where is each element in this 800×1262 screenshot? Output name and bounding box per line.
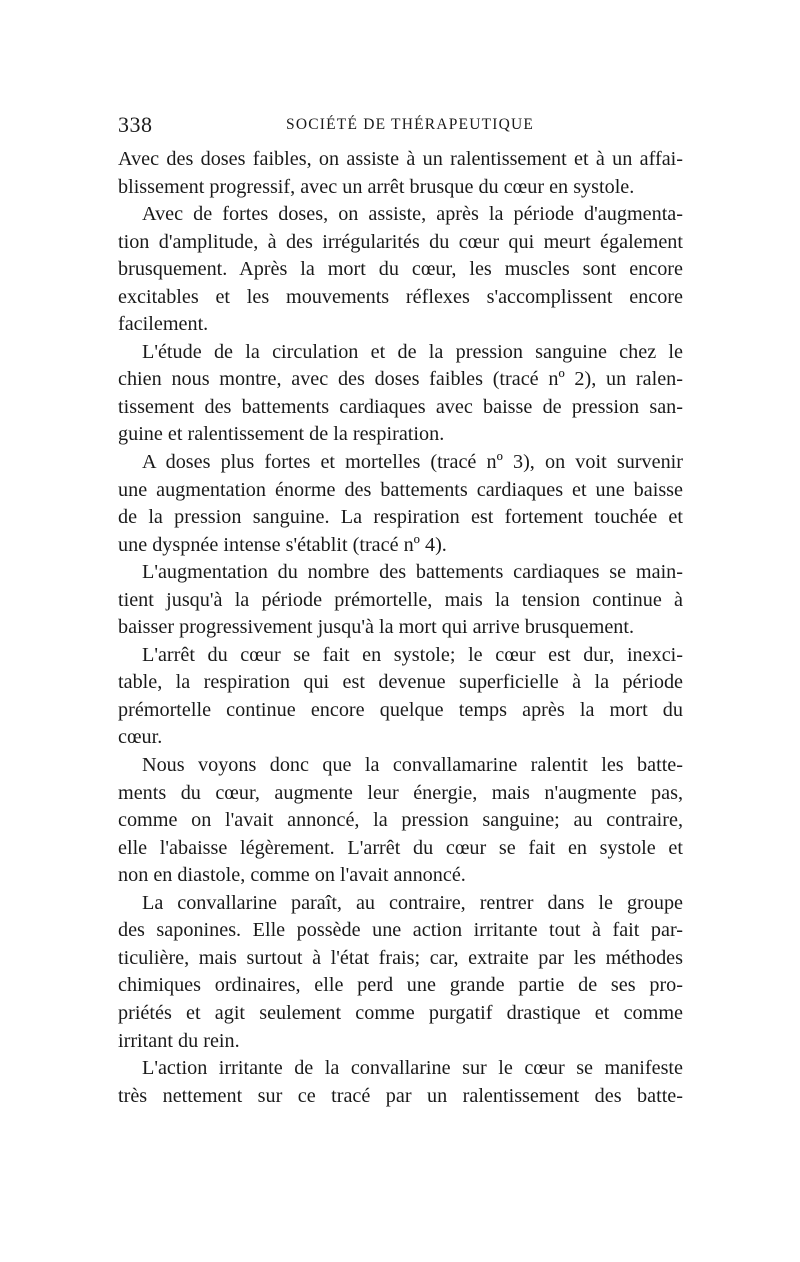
text-line: A doses plus fortes et mortelles (tracé nº 3), on voit survenir bbox=[142, 451, 683, 474]
text-line: priétés et agit seulement comme purgatif drastique et comme bbox=[118, 1001, 683, 1024]
text-line: non en diastole, comme on l'avait annoncé. bbox=[118, 864, 466, 887]
text-line: une augmentation énorme des battements cardiaques et une baisse bbox=[118, 478, 683, 501]
text-line: très nettement sur ce tracé par un ralentissement des batte- bbox=[118, 1084, 683, 1107]
text-line: prémortelle continue encore quelque temps après la mort du bbox=[118, 698, 683, 721]
running-header bbox=[118, 112, 683, 142]
text-line: baisser progressivement jusqu'à la mort qui arrive brusquement. bbox=[118, 616, 635, 639]
text-line: L'étude de la circulation et de la pression sanguine chez le bbox=[142, 340, 683, 363]
text-line: elle l'abaisse légèrement. L'arrêt du cœur se fait en systole et bbox=[118, 836, 683, 859]
text-line: tient jusqu'à la période prémortelle, mais la tension continue à bbox=[118, 588, 683, 611]
text-line: guine et ralentissement de la respiration. bbox=[118, 423, 445, 446]
text-line: brusquement. Après la mort du cœur, les muscles sont encore bbox=[118, 258, 683, 281]
text-line: irritant du rein. bbox=[118, 1029, 240, 1052]
text-line: Avec des doses faibles, on assiste à un ralentissement et à un affai- bbox=[118, 148, 683, 170]
text-line: Avec de fortes doses, on assiste, après la période d'augmenta- bbox=[142, 203, 683, 226]
text-line: de la pression sanguine. La respiration est fortement touchée et bbox=[118, 506, 683, 529]
text-line: chien nous montre, avec des doses faibles (tracé nº 2), un ralen- bbox=[118, 368, 683, 391]
running-title: SOCIÉTÉ DE THÉRAPEUTIQUE bbox=[286, 116, 535, 133]
text-line: chimiques ordinaires, elle perd une grande partie de ses pro- bbox=[118, 974, 683, 997]
text-line: tissement des battements cardiaques avec baisse de pression san- bbox=[118, 395, 683, 418]
text-line: comme on l'avait annoncé, la pression sanguine; au contraire, bbox=[118, 809, 683, 832]
text-line: ticulière, mais surtout à l'état frais; car, extraite par les méthodes bbox=[118, 946, 683, 969]
text-line: L'augmentation du nombre des battements cardiaques se main- bbox=[142, 561, 683, 584]
text-line: La convallarine paraît, au contraire, rentrer dans le groupe bbox=[142, 891, 683, 914]
text-line: des saponines. Elle possède une action irritante tout à fait par- bbox=[118, 919, 683, 942]
text-line: excitables et les mouvements réflexes s'accomplissent encore bbox=[118, 285, 683, 308]
text-line: Nous voyons donc que la convallamarine ralentit les batte- bbox=[142, 754, 683, 777]
text-line: table, la respiration qui est devenue superficielle à la période bbox=[118, 671, 683, 694]
text-line: L'arrêt du cœur se fait en systole; le cœur est dur, inexci- bbox=[142, 643, 683, 666]
text-line: L'action irritante de la convallarine sur le cœur se manifeste bbox=[142, 1057, 683, 1080]
text-line: tion d'amplitude, à des irrégularités du cœur qui meurt également bbox=[118, 230, 683, 253]
text-line: une dyspnée intense s'établit (tracé nº 4). bbox=[118, 533, 447, 556]
text-line: blissement progressif, avec un arrêt brusque du cœur en systole. bbox=[118, 175, 635, 198]
text-line: ments du cœur, augmente leur énergie, mais n'augmente pas, bbox=[118, 781, 683, 804]
page-number: 338 bbox=[118, 112, 153, 137]
body-text bbox=[118, 146, 683, 1110]
text-line: cœur. bbox=[118, 726, 163, 749]
text-line: facilement. bbox=[118, 313, 209, 336]
